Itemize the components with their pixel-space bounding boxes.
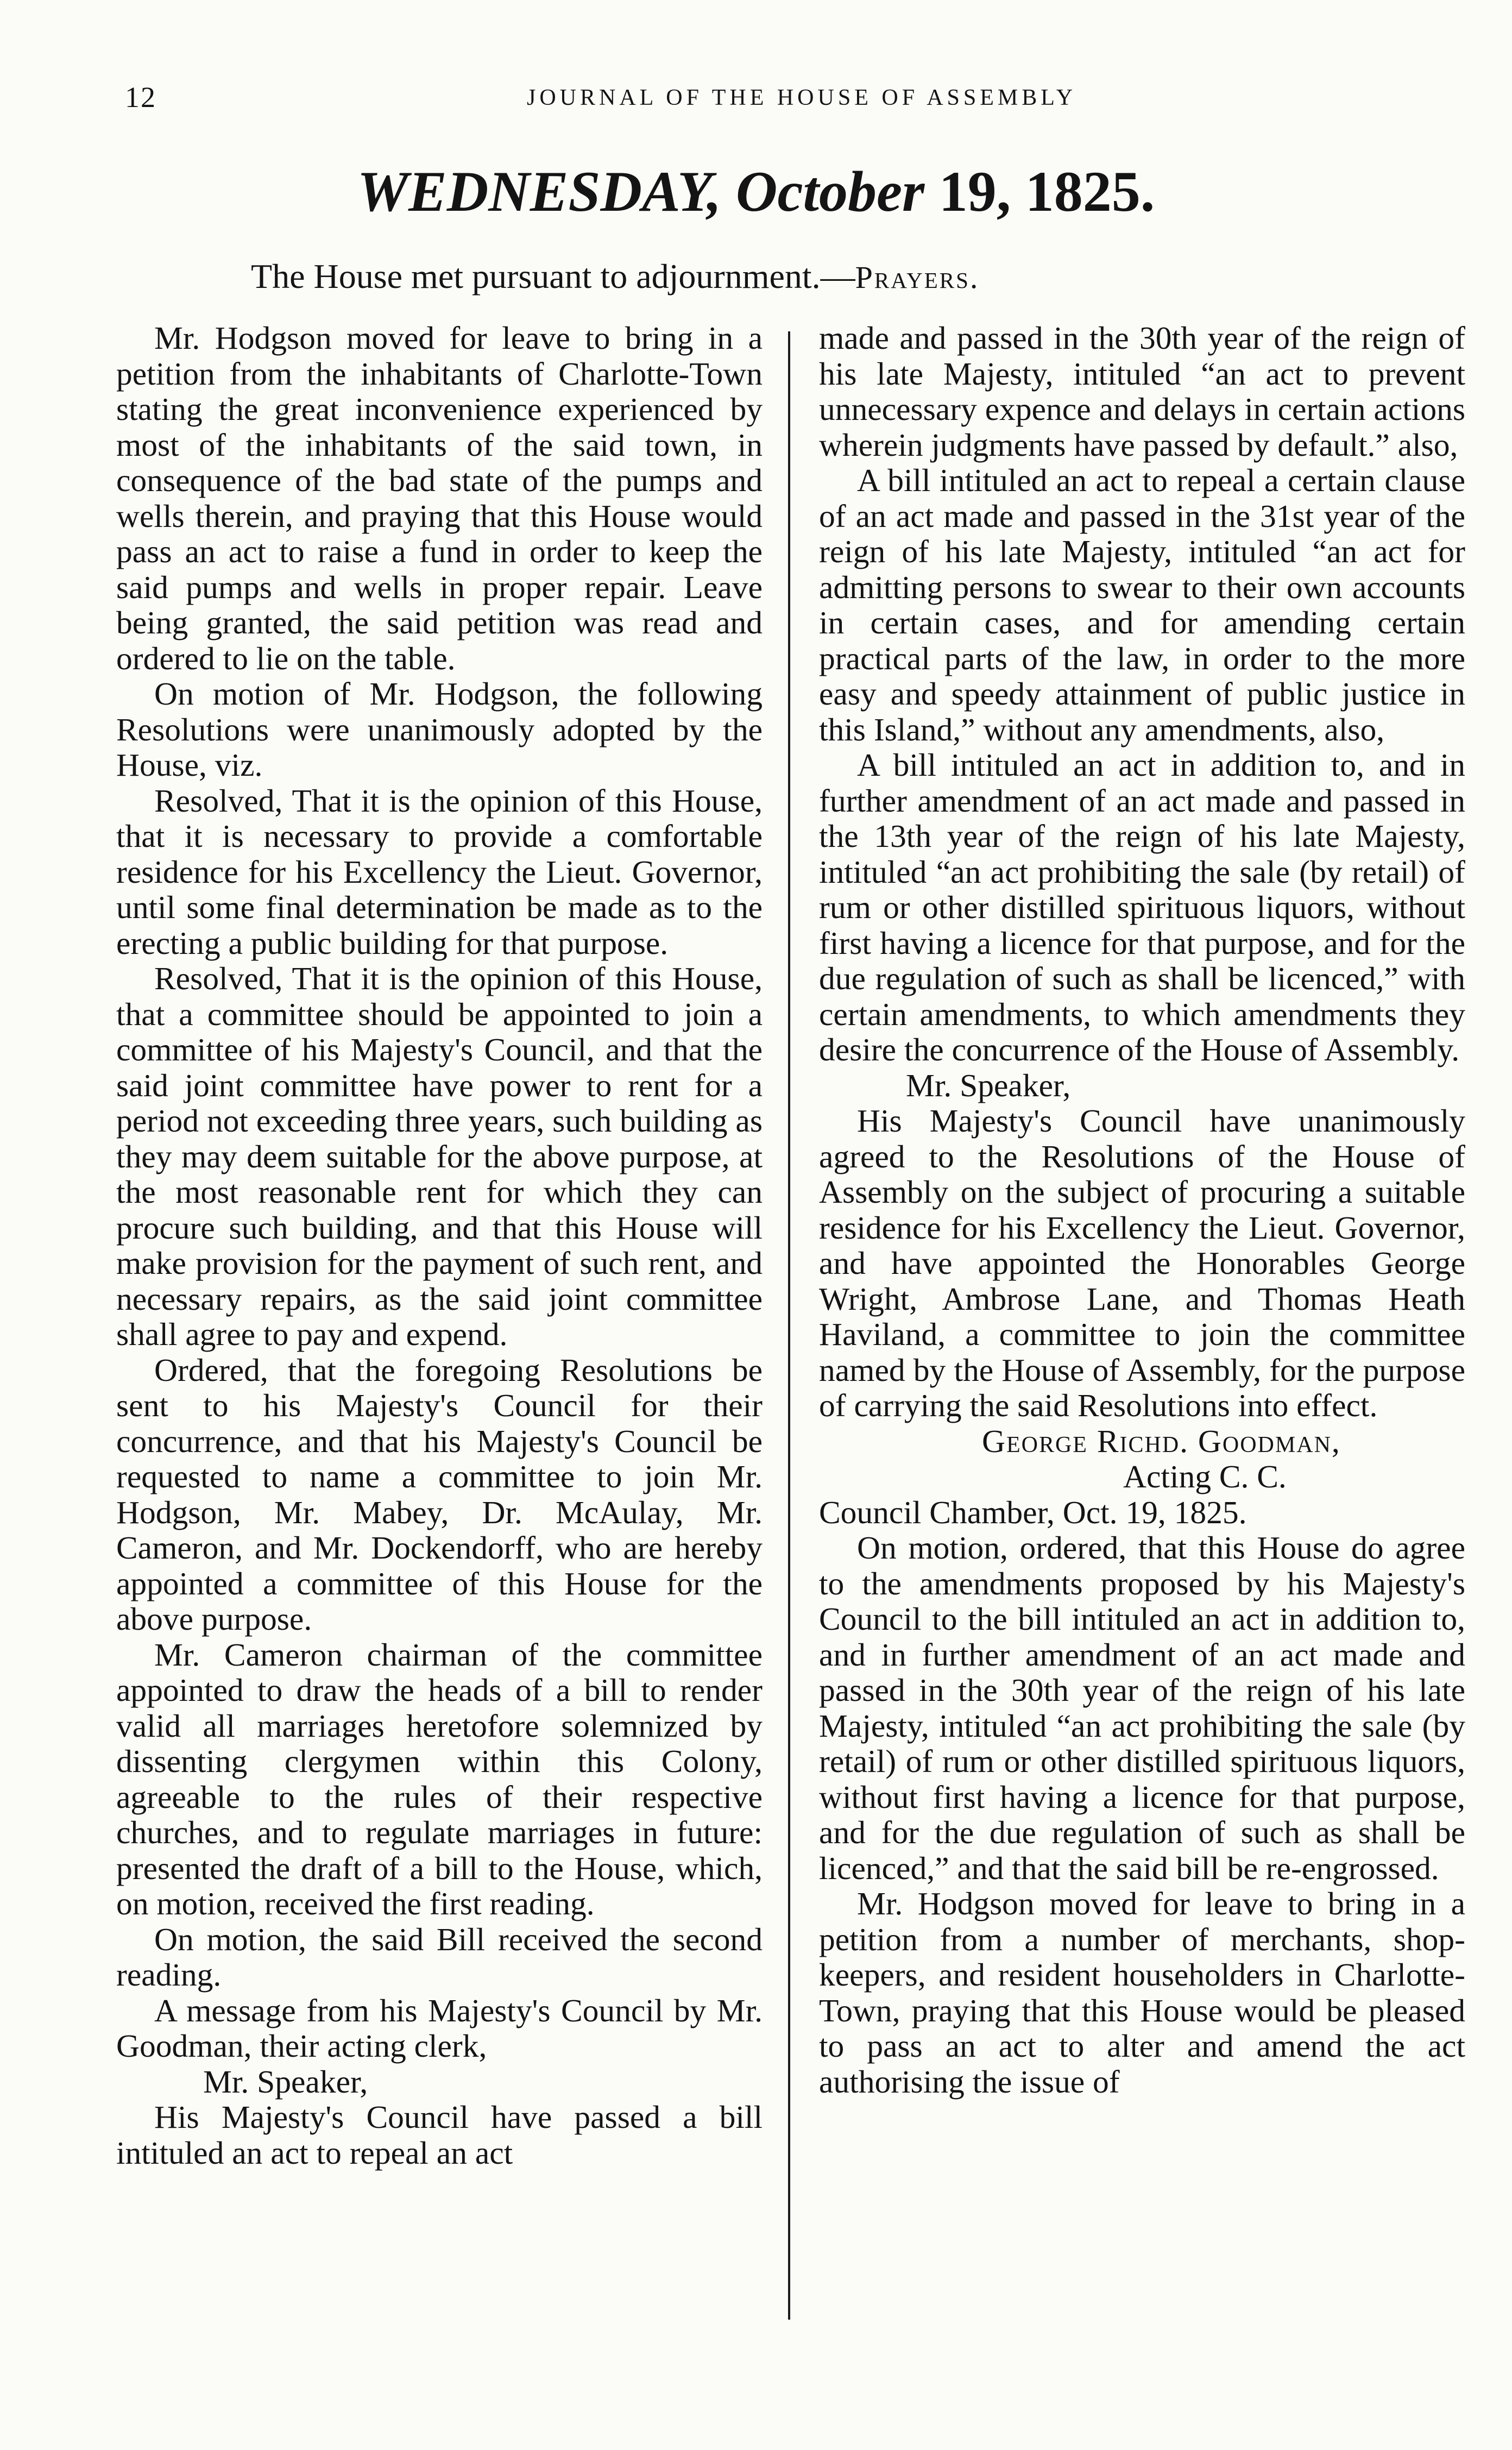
paragraph-second-reading: On motion, the said Bill received the second reading. [116,1921,763,1993]
page-number: 12 [125,81,156,114]
signature-name: George Richd. Goodman, [982,1423,1341,1459]
signature-title: Acting C. C. [1123,1459,1287,1494]
paragraph-council-agreed: His Majesty's Council have unanimously agreed to the Resolutions of the House of Assembly on the subject of procuring a suitable residence for his Excellency the Lieut. Governor, and have appointed the Honorables George Wright, Ambrose Lane, and Thomas Heath Haviland, a committee to join the committee named by the House of Assembly, for the purpose of carrying the said Resolutions into effect. [819,1103,1465,1423]
opening-text: The House met pursuant to adjournment.— [251,257,855,296]
opening-statement [251,256,979,297]
paragraph-resolutions-intro: On motion of Mr. Hodgson, the following Resolutions were unanimously adopted by the House, viz. [116,676,763,783]
paragraph-merchants-petition: Mr. Hodgson moved for leave to bring in a petition from a number of merchants, shop-keepers, and resident householders in Charlotte-Town, praying that this House would be pleased to pass an act to alter and amend the act authorising the issue of [819,1886,1465,2100]
paragraph-resolved-committee: Resolved, That it is the opinion of this House, that a committee should be appointed to join a committee of his Majesty's Council, and that the said joint committee have power to rent for a period not exceeding three years, such building as they may deem suitable for the above purpose, at the most reasonable rent for which they can procure such building, and that this House will make provision for the payment of such rent, and necessary repairs, as the said joint committee shall agree to pay and expend. [116,960,763,1352]
page-header [125,80,1390,118]
paragraph-rum-bill: A bill intituled an act in addition to, and in further amendment of an act made and passed in the 13th year of the reign of his late Majesty, intituled “an act prohibiting the sale (by retail) of rum or other distilled spirituous liquors, without first having a licence for that purpose, and for the due regulation of such as shall be licenced,” with certain amendments, to which amendments they desire the concurrence of the House of Assembly. [819,747,1465,1067]
paragraph-ordered-council: Ordered, that the foregoing Resolutions be sent to his Majesty's Council for their concurrence, and that his Majesty's Council be requested to name a committee to join Mr. Hodgson, Mr. Mabey, Dr. McAulay, Mr. Cameron, and Mr. Dockendorff, who are hereby appointed a committee of this House for the above purpose. [116,1352,763,1637]
prayers-label: Prayers. [855,260,980,295]
paragraph-marriage-bill: Mr. Cameron chairman of the committee appointed to draw the heads of a bill to render valid all marriages heretofore solemnized by dissenting clergymen within this Colony, agreeable to the rules of their respective churches, and to regulate marriages in future: presented the draft of a bill to the House, which, on motion, received the first reading. [116,1636,763,1921]
paragraph-council-passed: His Majesty's Council have passed a bill intituled an act to repeal an act [116,2099,763,2171]
running-head: JOURNAL OF THE HOUSE OF ASSEMBLY [527,85,1077,110]
paragraph-petition-pumps: Mr. Hodgson moved for leave to bring in a petition from the inhabitants of Charlotte-Town stating the great inconvenience experienced by most of the inhabitants of the said town, in consequence of the bad state of the pumps and wells therein, and praying that this House would pass an act to raise a fund in order to keep the said pumps and wells in proper repair. Leave being granted, the said petition was read and ordered to lie on the table. [116,320,763,676]
paragraph-resolved-residence: Resolved, That it is the opinion of this House, that it is necessary to provide a comfortable residence for his Excellency the Lieut. Governor, until some final determination be made as to the erecting a public building for that purpose. [116,782,763,961]
signature-place-date: Council Chamber, Oct. 19, 1825. [819,1494,1247,1530]
column-divider [788,331,790,2320]
paragraph-council-message: A message from his Majesty's Council by Mr. Goodman, their acting clerk, [116,1992,763,2064]
speaker-salutation-2: Mr. Speaker, [906,1067,1071,1103]
paragraph-amendments-agreed: On motion, ordered, that this House do agree to the amendments proposed by his Majesty's Council to the bill intituled an act in addition to, and in further amendment of an act made and passed in the 30th year of the reign of his late Majesty, intituled “an act prohibiting the sale (by retail) of rum or other distilled spirituous liquors, without first having a licence for that purpose, and for the due regulation of such as shall be licenced,” and that the said bill be re-engrossed. [819,1530,1465,1886]
session-date-heading [0,159,1512,225]
paragraph-continuation: made and passed in the 30th year of the reign of his late Majesty, intituled “an act to prevent unnecessary expence and delays in certain actions wherein judgments have passed by default.” also, [819,320,1465,463]
speaker-salutation: Mr. Speaker, [203,2063,368,2100]
paragraph-repeal-clause: A bill intituled an act to repeal a certain clause of an act made and passed in the 31st year of the reign of his late Majesty, intituled “an act for admitting persons to swear to their own accounts in certain cases, and for amending certain practical parts of the law, in order to the more easy and speedy attainment of public justice in this Island,” without any amendments, also, [819,462,1465,747]
left-column [116,321,763,2171]
month: October [735,160,925,223]
weekday: WEDNESDAY, [357,160,722,223]
right-column [819,321,1465,2100]
day-year: 19, 1825. [938,160,1155,223]
